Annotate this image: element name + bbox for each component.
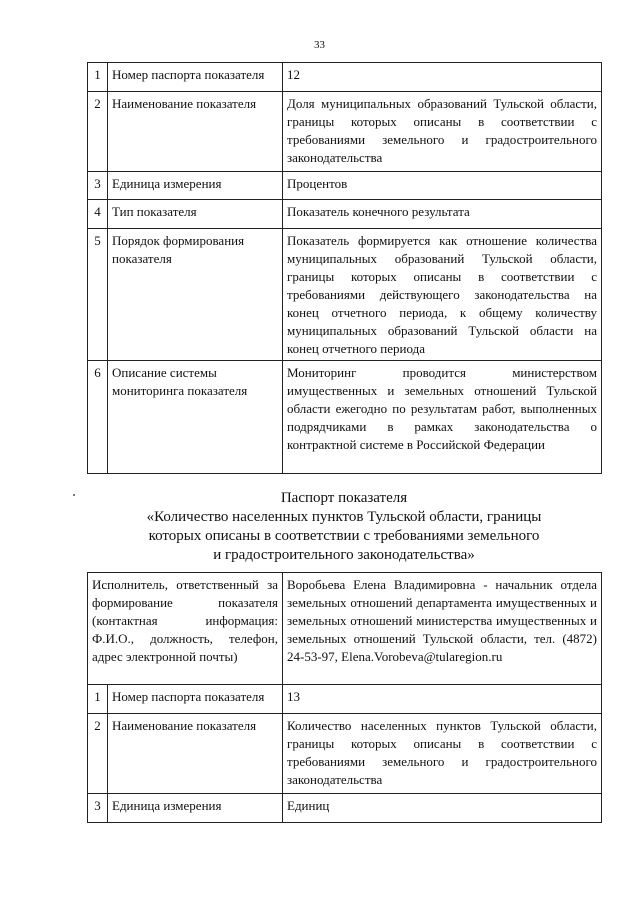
row-label: Единица измерения [108, 794, 283, 823]
row-label: Единица измерения [108, 172, 283, 200]
scan-speck [73, 494, 75, 496]
row-number: 1 [88, 685, 108, 714]
table-row [88, 92, 602, 172]
row-label: Тип показателя [108, 200, 283, 229]
row-number: 5 [88, 229, 108, 361]
passport-heading [87, 489, 601, 565]
passport-table-13 [87, 572, 602, 823]
table-row [88, 794, 602, 823]
row-number: 4 [88, 200, 108, 229]
row-value: Доля муниципальных образований Тульской области, границы которых описаны в соответствии с требованиями земельного и градостроительного законодательства [283, 92, 602, 172]
row-label: Номер паспорта показателя [108, 685, 283, 714]
table-row [88, 361, 602, 474]
executor-row [88, 573, 602, 685]
table-row [88, 714, 602, 794]
row-number: 1 [88, 63, 108, 92]
row-number: 2 [88, 92, 108, 172]
heading-subtitle-line: «Количество населенных пунктов Тульской области, границы [146, 509, 542, 525]
heading-title: Паспорт показателя [280, 490, 408, 506]
row-label: Наименование показателя [108, 92, 283, 172]
row-value: Показатель формируется как отношение количества муниципальных образований Тульской области, границы которых описаны в соответствии с требованиями действующего законодательства на конец отчетного периода, к общему количеству муниципальных образований Тульской области на конец отчетного периода [283, 229, 602, 361]
row-label: Порядок формирования показателя [108, 229, 283, 361]
page-number: 33 [314, 39, 325, 51]
row-value: Количество населенных пунктов Тульской области, границы которых описаны в соответствии с требованиями земельного и градостроительного законодательства [283, 714, 602, 794]
executor-label: Исполнитель, ответственный за формирование показателя (контактная информация: Ф.И.О., должность, телефон, адрес электронной почты) [88, 573, 283, 685]
row-value: 12 [283, 63, 602, 92]
heading-subtitle-line: которых описаны в соответствии с требованиями земельного [148, 528, 540, 544]
row-value: Процентов [283, 172, 602, 200]
table-row [88, 200, 602, 229]
row-value: 13 [283, 685, 602, 714]
table-row [88, 685, 602, 714]
row-value: Мониторинг проводится министерством имущественных и земельных отношений Тульской области ежегодно по результатам работ, выполненных подрядчиками в рамках законодательства о контрактной системе в Российской Федерации [283, 361, 602, 474]
row-label: Описание системы мониторинга показателя [108, 361, 283, 474]
row-number: 3 [88, 794, 108, 823]
heading-subtitle-line: и градостроительного законодательства» [213, 547, 475, 563]
row-value: Показатель конечного результата [283, 200, 602, 229]
table-row [88, 63, 602, 92]
row-value: Единиц [283, 794, 602, 823]
table-row [88, 229, 602, 361]
row-label: Наименование показателя [108, 714, 283, 794]
table-row [88, 172, 602, 200]
executor-value: Воробьева Елена Владимировна - начальник отдела земельных отношений департамента имущественных и земельных отношений министерства имущественных и земельных отношений Тульской области, тел. (4872) 24-53-97, Elena.Vorobeva@tularegion.ru [283, 573, 602, 685]
row-number: 6 [88, 361, 108, 474]
row-label: Номер паспорта показателя [108, 63, 283, 92]
row-number: 3 [88, 172, 108, 200]
passport-table-12 [87, 62, 602, 474]
row-number: 2 [88, 714, 108, 794]
